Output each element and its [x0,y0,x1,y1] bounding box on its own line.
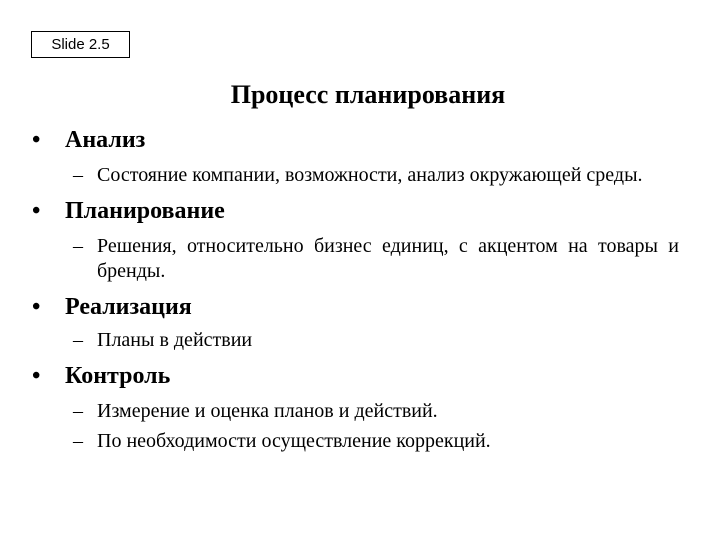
bullet-item-analysis [32,123,692,188]
slide-number-badge [31,31,130,58]
slide-title-text: Процесс планирования [230,80,506,109]
bullet-icon: • [32,198,41,224]
sub-bullet-text: Планы в действии [97,329,253,351]
dash-icon: – [73,400,83,422]
sub-bullet-text: Решения, относительно бизнес единиц, с акцентом на товары и бренды. [97,235,679,282]
dash-icon: – [73,430,83,452]
bullet-heading: Планирование [65,198,225,224]
dash-icon: – [73,235,83,257]
sub-bullet [73,399,679,424]
bullet-icon: • [32,294,41,320]
sub-bullet [73,328,679,353]
sub-bullet-text: Состояние компании, возможности, анализ окружающей среды. [97,164,643,186]
bullet-heading: Контроль [65,363,171,389]
sub-bullet-text: По необходимости осуществление коррекций. [97,430,491,452]
slide-number-label: Slide 2.5 [51,36,110,53]
sub-bullet [73,429,679,454]
bullet-item-planning [32,194,692,284]
slide-title [0,78,720,112]
dash-icon: – [73,329,83,351]
bullet-heading: Анализ [65,127,146,153]
sub-bullet [73,234,679,284]
bullet-list [32,123,692,458]
bullet-item-implementation [32,290,692,353]
sub-bullet-text: Измерение и оценка планов и действий. [97,400,438,422]
bullet-icon: • [32,127,41,153]
bullet-heading: Реализация [65,294,192,320]
dash-icon: – [73,164,83,186]
sub-bullet [73,163,679,188]
bullet-icon: • [32,363,41,389]
bullet-item-control [32,359,692,454]
